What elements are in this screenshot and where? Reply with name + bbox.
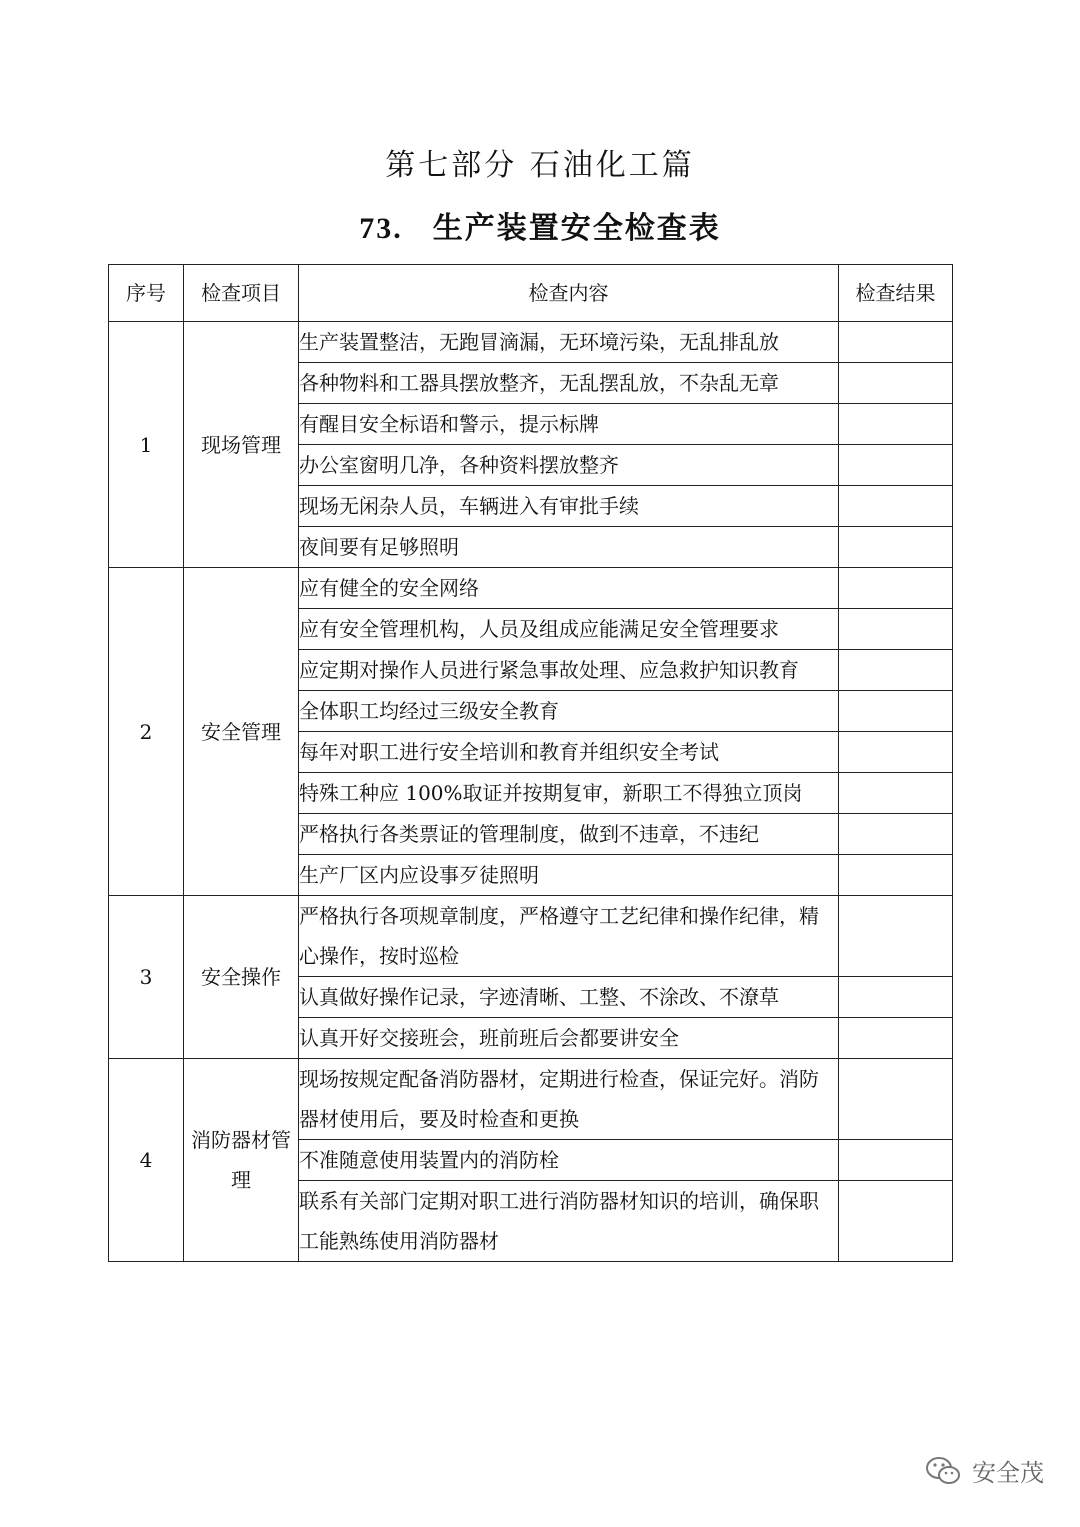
table-header-row [109,265,953,322]
check-result-cell[interactable] [839,977,953,1018]
check-result-cell[interactable] [839,609,953,650]
check-content: 全体职工均经过三级安全教育 [299,691,839,732]
group-item: 安全操作 [184,896,299,1059]
check-result-cell[interactable] [839,1181,953,1262]
safety-check-table [108,264,953,1262]
check-content: 应定期对操作人员进行紧急事故处理、应急救护知识教育 [299,650,839,691]
check-result-cell[interactable] [839,691,953,732]
check-result-cell[interactable] [839,404,953,445]
section-number: 73. [359,212,403,245]
check-result-cell[interactable] [839,322,953,363]
check-content: 认真开好交接班会，班前班后会都要讲安全 [299,1018,839,1059]
check-content: 有醒目安全标语和警示，提示标牌 [299,404,839,445]
group-seq: 4 [109,1059,184,1262]
check-content: 生产装置整洁，无跑冒滴漏，无环境污染，无乱排乱放 [299,322,839,363]
check-content: 生产厂区内应设事歹徒照明 [299,855,839,896]
group-item: 消防器材管理 [184,1059,299,1262]
check-result-cell[interactable] [839,650,953,691]
check-content: 各种物料和工器具摆放整齐，无乱摆乱放，不杂乱无章 [299,363,839,404]
table-row [109,322,953,363]
check-result-cell[interactable] [839,1140,953,1181]
section-title-text: 生产装置安全检查表 [432,211,721,246]
watermark-text: 安全茂 [972,1459,1044,1487]
table-row [109,896,953,977]
check-content: 应有健全的安全网络 [299,568,839,609]
check-content: 不准随意使用装置内的消防栓 [299,1140,839,1181]
check-result-cell[interactable] [839,855,953,896]
check-result-cell[interactable] [839,773,953,814]
wechat-icon [924,1455,962,1487]
check-content: 认真做好操作记录，字迹清晰、工整、不涂改、不潦草 [299,977,839,1018]
check-content: 应有安全管理机构，人员及组成应能满足安全管理要求 [299,609,839,650]
check-result-cell[interactable] [839,445,953,486]
table-row [109,1059,953,1140]
check-result-cell[interactable] [839,527,953,568]
group-seq: 3 [109,896,184,1059]
header-content: 检查内容 [299,265,839,322]
part-title: 第七部分 石油化工篇 [385,148,695,183]
check-result-cell[interactable] [839,814,953,855]
check-content: 严格执行各类票证的管理制度，做到不违章，不违纪 [299,814,839,855]
check-result-cell[interactable] [839,568,953,609]
section-title [0,203,1080,247]
check-content: 现场按规定配备消防器材，定期进行检查，保证完好。消防器材使用后，要及时检查和更换 [299,1059,839,1140]
group-seq: 2 [109,568,184,896]
check-result-cell[interactable] [839,486,953,527]
check-content: 每年对职工进行安全培训和教育并组织安全考试 [299,732,839,773]
check-content: 特殊工种应 100%取证并按期复审，新职工不得独立顶岗 [299,773,839,814]
check-result-cell[interactable] [839,1059,953,1140]
check-result-cell[interactable] [839,363,953,404]
watermark [924,1453,1044,1488]
group-item: 安全管理 [184,568,299,896]
check-result-cell[interactable] [839,1018,953,1059]
group-item: 现场管理 [184,322,299,568]
check-content: 夜间要有足够照明 [299,527,839,568]
header-result: 检查结果 [839,265,953,322]
check-result-cell[interactable] [839,732,953,773]
group-seq: 1 [109,322,184,568]
check-content: 办公室窗明几净，各种资料摆放整齐 [299,445,839,486]
check-content: 现场无闲杂人员，车辆进入有审批手续 [299,486,839,527]
check-content: 联系有关部门定期对职工进行消防器材知识的培训，确保职工能熟练使用消防器材 [299,1181,839,1262]
header-seq: 序号 [109,265,184,322]
header-item: 检查项目 [184,265,299,322]
check-result-cell[interactable] [839,896,953,977]
table-row [109,568,953,609]
check-content: 严格执行各项规章制度，严格遵守工艺纪律和操作纪律，精心操作，按时巡检 [299,896,839,977]
